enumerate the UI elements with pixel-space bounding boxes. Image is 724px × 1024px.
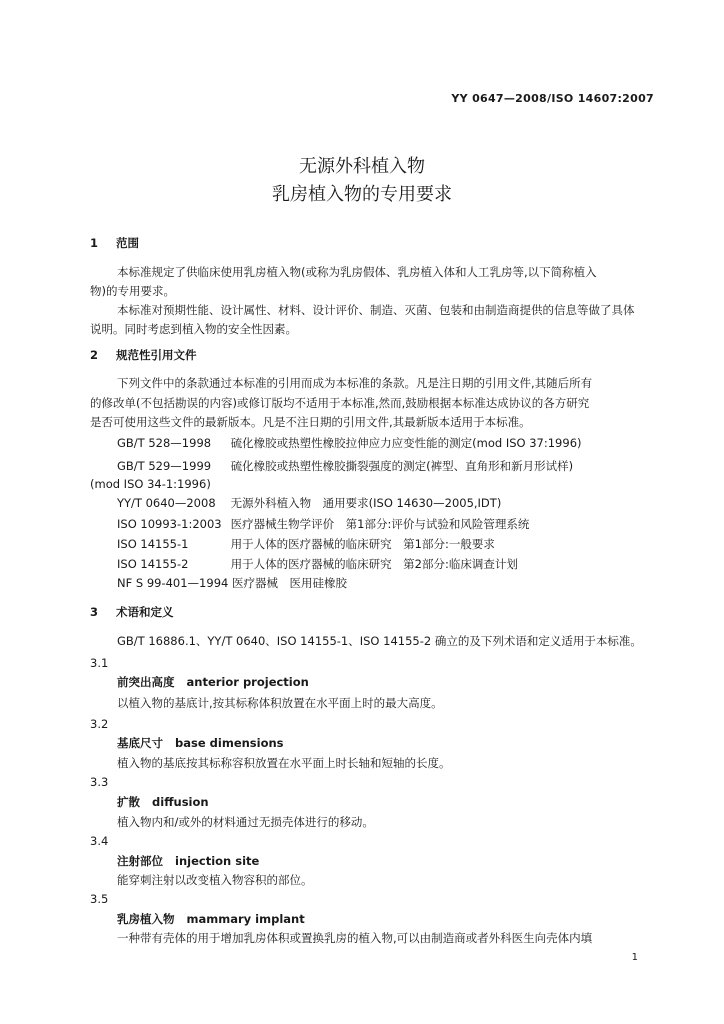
reference-title: 用于人体的医疗器械的临床研究 第1部分:一般要求 [230, 537, 495, 551]
reference-item [117, 557, 518, 571]
section-title: 范围 [116, 236, 139, 250]
term-chinese: 扩散 [117, 795, 140, 809]
term-definition: 以植入物的基底计,按其标称体积放置在水平面上时的最大高度。 [117, 696, 443, 710]
term-heading [117, 675, 309, 689]
term-english: mammary implant [186, 912, 305, 926]
section-number: 3 [90, 605, 99, 619]
term-definition: 一种带有壳体的用于增加乳房体积或置换乳房的植入物,可以由制造商或者外科医生向壳体内填 [117, 931, 593, 945]
term-number: 3.1 [90, 656, 109, 670]
document-title-line1: 无源外科植入物 [299, 156, 425, 177]
term-definition: 植入物的基底按其标称容积放置在水平面上时长轴和短轴的长度。 [117, 756, 451, 770]
reference-title: 医疗器械生物学评价 第1部分:评价与试验和风险管理系统 [230, 517, 530, 531]
reference-title: 硫化橡胶或热塑性橡胶撕裂强度的测定(裤型、直角形和新月形试样) [230, 459, 574, 473]
reference-code: NF S 99-401—1994 [117, 576, 229, 590]
term-definition: 能穿刺注射以改变植入物容积的部位。 [117, 873, 313, 887]
term-definition: 植入物内和/或外的材料通过无损壳体进行的移动。 [117, 815, 374, 829]
term-chinese: 前突出高度 [117, 675, 175, 689]
term-number: 3.3 [90, 775, 109, 789]
document-title-line2: 乳房植入物的专用要求 [272, 184, 452, 205]
term-heading [117, 736, 284, 750]
reference-item [117, 436, 582, 450]
term-chinese: 乳房植入物 [117, 912, 175, 926]
term-number: 3.2 [90, 717, 109, 731]
reference-code: YY/T 0640—2008 [117, 496, 216, 510]
term-heading [117, 795, 209, 809]
reference-continuation: (mod ISO 34-1:1996) [90, 477, 211, 491]
paragraph-line: GB/T 16886.1、YY/T 0640、ISO 14155-1、ISO 14155-2 确立的及下列术语和定义适用于本标准。 [117, 634, 642, 648]
page-number: 1 [631, 952, 638, 963]
section-3-heading [90, 605, 174, 619]
paragraph-line: 说明。同时考虑到植入物的安全性因素。 [90, 322, 297, 336]
term-heading [117, 854, 259, 868]
section-number: 1 [90, 236, 99, 250]
term-number: 3.5 [90, 892, 109, 906]
term-english: injection site [175, 854, 260, 868]
reference-title: 医疗器械 医用硅橡胶 [231, 576, 347, 590]
term-heading [117, 912, 305, 926]
term-english: diffusion [152, 795, 209, 809]
section-number: 2 [90, 348, 99, 362]
reference-code: ISO 14155-1 [117, 537, 189, 551]
standard-code-header: YY 0647—2008/ISO 14607:2007 [451, 92, 654, 105]
reference-item [117, 537, 495, 551]
section-title: 术语和定义 [116, 605, 174, 619]
paragraph-line: 下列文件中的条款通过本标准的引用而成为本标准的条款。凡是注日期的引用文件,其随后所有 [117, 376, 593, 390]
section-1-heading [90, 236, 139, 250]
term-number: 3.4 [90, 834, 109, 848]
section-2-heading [90, 348, 197, 362]
reference-title: 无源外科植入物 通用要求(ISO 14630—2005,IDT) [230, 496, 502, 510]
term-chinese: 注射部位 [117, 854, 163, 868]
reference-code: GB/T 528—1998 [117, 436, 212, 450]
reference-item [117, 496, 501, 510]
reference-code: ISO 14155-2 [117, 557, 189, 571]
term-chinese: 基底尺寸 [117, 736, 163, 750]
reference-item [117, 459, 573, 473]
paragraph-line: 的修改单(不包括勘误的内容)或修订版均不适用于本标准,然而,鼓励根据本标准达成协议的各方研究 [90, 396, 590, 410]
section-title: 规范性引用文件 [116, 348, 197, 362]
paragraph-line: 本标准对预期性能、设计属性、材料、设计评价、制造、灭菌、包装和由制造商提供的信息等做了具体 [117, 303, 635, 317]
reference-item [117, 576, 347, 590]
reference-title: 硫化橡胶或热塑性橡胶拉伸应力应变性能的测定(mod ISO 37:1996) [230, 436, 582, 450]
reference-code: ISO 10993-1:2003 [117, 517, 222, 531]
reference-item [117, 517, 529, 531]
reference-title: 用于人体的医疗器械的临床研究 第2部分:临床调查计划 [230, 557, 518, 571]
term-english: base dimensions [175, 736, 284, 750]
reference-code: GB/T 529—1999 [117, 459, 212, 473]
paragraph-line: 物)的专用要求。 [90, 284, 175, 298]
paragraph-line: 是否可使用这些文件的最新版本。凡是不注日期的引用文件,其最新版本适用于本标准。 [90, 415, 531, 429]
paragraph-line: 本标准规定了供临床使用乳房植入物(或称为乳房假体、乳房植入体和人工乳房等,以下简称植入 [117, 265, 597, 279]
term-english: anterior projection [186, 675, 309, 689]
